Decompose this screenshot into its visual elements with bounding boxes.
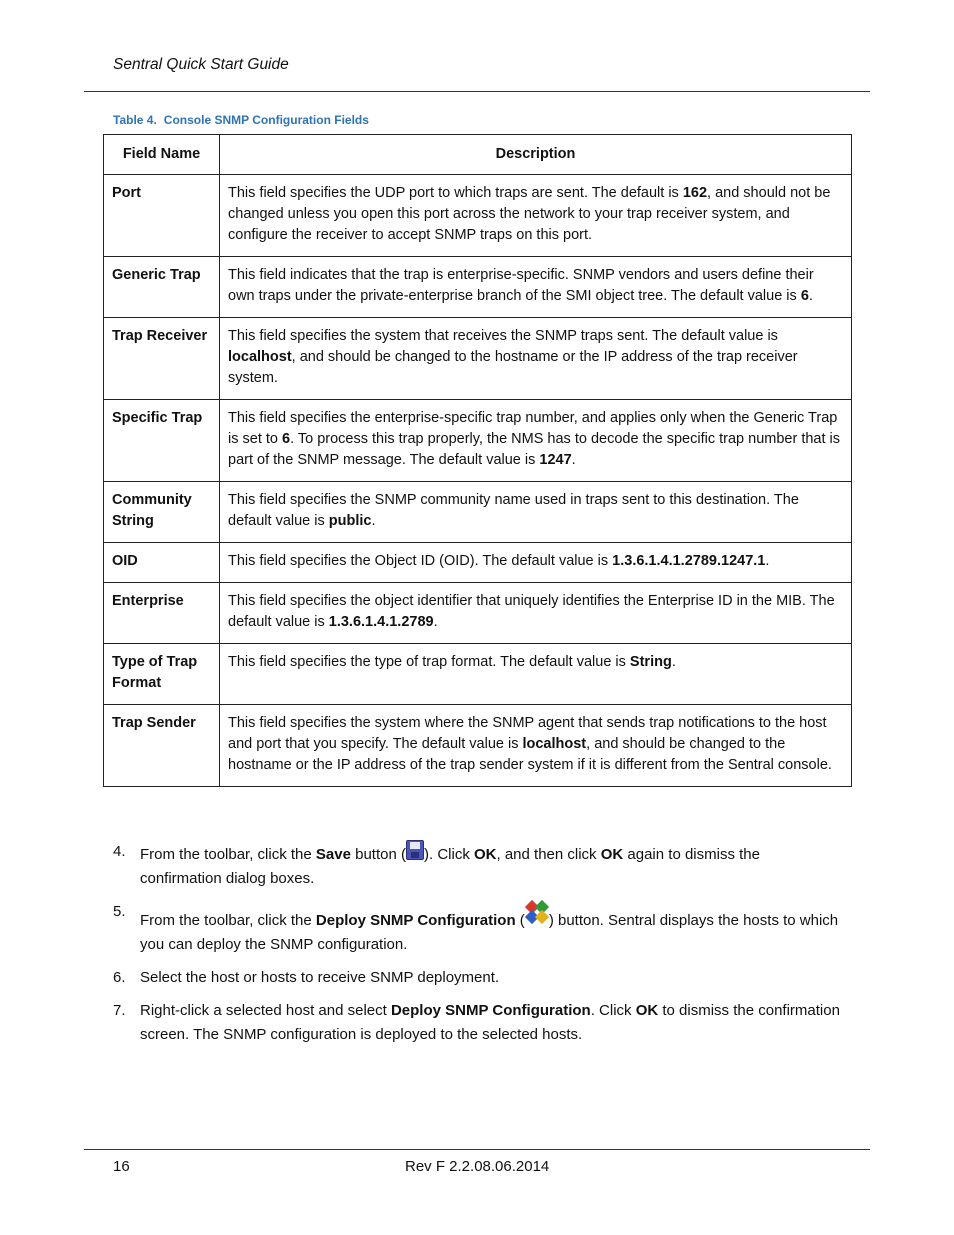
deploy-icon-segment	[535, 910, 549, 924]
procedure-step	[113, 966, 843, 990]
field-name-cell: Community String	[104, 482, 220, 543]
snmp-fields-table	[103, 134, 852, 787]
page-number: 16	[113, 1158, 130, 1175]
table-row	[104, 257, 852, 318]
bold-value: OK	[600, 846, 624, 863]
text-run: This field indicates that the trap is enterprise-specific. SNMP vendors and users define their own traps under the private-enterprise branch of the SMI object tree. The default value is	[228, 267, 814, 304]
text-run: , and should be changed to the hostname or the IP address of the trap receiver system.	[228, 349, 798, 386]
table-row	[104, 482, 852, 543]
table-row	[104, 175, 852, 257]
text-run: This field specifies the type of trap format. The default value is	[228, 654, 630, 670]
table-row	[104, 400, 852, 482]
document-header-title: Sentral Quick Start Guide	[113, 56, 289, 73]
procedure-step	[113, 840, 843, 891]
text-run: .	[765, 553, 770, 569]
text-run: button (	[350, 846, 406, 863]
column-header-description: Description	[220, 135, 852, 175]
field-name-cell: OID	[104, 543, 220, 583]
field-name-cell: Port	[104, 175, 220, 257]
text-run: Select the host or hosts to receive SNMP deployment.	[140, 969, 500, 986]
field-name-cell: Trap Receiver	[104, 318, 220, 400]
text-run: . Click	[590, 1002, 636, 1019]
table-caption-label: Table 4.	[113, 113, 157, 127]
procedure-steps	[113, 840, 843, 1056]
text-run: This field specifies the object identifier that uniquely identifies the Enterprise ID in the MIB. The default value is	[228, 593, 835, 630]
table-body	[104, 175, 852, 787]
table-row	[104, 543, 852, 583]
bold-value: Deploy SNMP Configuration	[390, 1002, 591, 1019]
field-description-cell	[220, 175, 852, 257]
bold-value: localhost	[522, 736, 587, 752]
step-text	[140, 846, 760, 887]
text-run: .	[671, 654, 676, 670]
field-name-cell: Enterprise	[104, 583, 220, 644]
text-run: to dismiss the confirmation screen. The SNMP configuration is deployed to the selected hosts.	[140, 1002, 840, 1043]
text-run: This field specifies the Object ID (OID). The default value is	[228, 553, 613, 569]
field-description-cell	[220, 400, 852, 482]
text-run: .	[371, 513, 376, 529]
bold-value: 162	[682, 185, 708, 201]
field-name-cell: Generic Trap	[104, 257, 220, 318]
text-run: ). Click	[424, 846, 474, 863]
bold-value: public	[328, 513, 372, 529]
step-text	[140, 912, 838, 953]
field-name-cell: Type of Trap Format	[104, 644, 220, 705]
bold-value: Deploy SNMP Configuration	[315, 912, 516, 929]
table-row	[104, 705, 852, 787]
text-run: (	[515, 912, 525, 929]
field-description-cell	[220, 705, 852, 787]
text-run: .	[808, 288, 813, 304]
bold-value: OK	[474, 846, 497, 863]
field-description-cell	[220, 644, 852, 705]
table-header-row	[104, 135, 852, 175]
text-run: This field specifies the UDP port to which traps are sent. The default is	[228, 185, 683, 201]
table-caption	[113, 113, 369, 127]
text-run: From the toolbar, click the	[140, 912, 316, 929]
revision-label: Rev F 2.2.08.06.2014	[405, 1158, 550, 1175]
field-description-cell	[220, 482, 852, 543]
bold-value: OK	[635, 1002, 659, 1019]
field-name-cell: Trap Sender	[104, 705, 220, 787]
bold-value: 1.3.6.1.4.1.2789	[328, 614, 434, 630]
text-run: again to dismiss the confirmation dialog boxes.	[140, 846, 760, 887]
text-run: . To process this trap properly, the NMS has to decode the specific trap number that is part of the SNMP message. The default value is	[228, 431, 841, 468]
bold-value: 6	[800, 288, 809, 304]
text-run: , and should not be changed unless you open this port across the network to your trap receiver system, and configure the receiver to accept SNMP traps on this port.	[228, 185, 831, 243]
bold-value: 6	[282, 431, 291, 447]
save-icon	[406, 840, 424, 860]
bold-value: Save	[315, 846, 351, 863]
field-description-cell	[220, 583, 852, 644]
step-text	[140, 969, 499, 986]
field-name-cell: Specific Trap	[104, 400, 220, 482]
step-number: 6.	[113, 969, 126, 986]
deploy-snmp-icon	[525, 900, 549, 924]
procedure-step	[113, 999, 843, 1047]
text-run: .	[433, 614, 438, 630]
bold-value: 1.3.6.1.4.1.2789.1247.1	[612, 553, 766, 569]
text-run: .	[571, 452, 576, 468]
step-number: 4.	[113, 843, 126, 860]
field-description-cell	[220, 318, 852, 400]
step-number: 5.	[113, 903, 126, 920]
text-run: This field specifies the SNMP community name used in traps sent to this destination. The default value is	[228, 492, 799, 529]
text-run: ) button. Sentral displays the hosts to which you can deploy the SNMP configuration.	[140, 912, 839, 953]
table-row	[104, 583, 852, 644]
table-caption-title: Console SNMP Configuration Fields	[163, 113, 369, 127]
bold-value: String	[629, 654, 672, 670]
step-number: 7.	[113, 1002, 126, 1019]
table-row	[104, 318, 852, 400]
text-run: This field specifies the system where the SNMP agent that sends trap notifications to the host and port that you specify. The default value is	[228, 715, 827, 752]
step-text	[140, 1002, 840, 1043]
text-run: , and then click	[496, 846, 601, 863]
bold-value: 1247	[539, 452, 572, 468]
column-header-field-name: Field Name	[104, 135, 220, 175]
text-run: This field specifies the system that receives the SNMP traps sent. The default value is	[228, 328, 778, 344]
text-run: , and should be changed to the hostname or the IP address of the trap sender system if it is different from the Sentral console.	[228, 736, 832, 773]
text-run: This field specifies the enterprise-specific trap number, and applies only when the Generic Trap is set to	[228, 410, 838, 447]
text-run: Right-click a selected host and select	[140, 1002, 391, 1019]
table-row	[104, 644, 852, 705]
bold-value: localhost	[228, 349, 292, 365]
field-description-cell	[220, 257, 852, 318]
procedure-step	[113, 900, 843, 957]
text-run: From the toolbar, click the	[140, 846, 316, 863]
field-description-cell	[220, 543, 852, 583]
header-divider	[84, 91, 870, 92]
footer-divider	[84, 1149, 870, 1150]
